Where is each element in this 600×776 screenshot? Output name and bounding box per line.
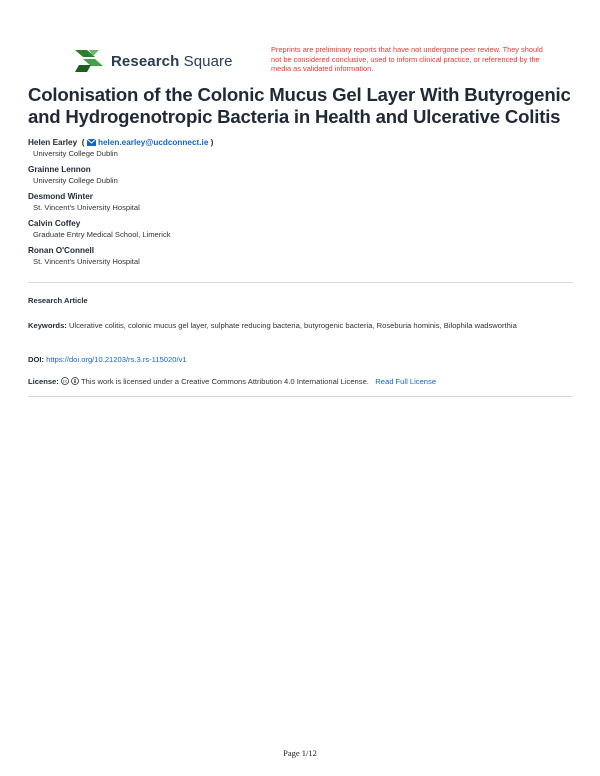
article-type-row [28, 295, 573, 307]
doi-row [28, 354, 573, 366]
keywords-text: Ulcerative colitis, colonic mucus gel layer, sulphate reducing bacteria, butyrogenic bacteria, Roseburia hominis, Bilophila wadsworthia [68, 321, 517, 330]
author-name: Ronan O'Connell [28, 246, 95, 255]
license-text: This work is licensed under a Creative Commons Attribution 4.0 International License. [81, 377, 369, 386]
research-square-logo-icon [75, 48, 105, 74]
research-square-logo[interactable] [75, 48, 233, 74]
keywords-row [28, 320, 573, 332]
author-name: Calvin Coffey [28, 219, 81, 228]
doi-link[interactable]: https://doi.org/10.21203/rs.3.rs-115020/v1 [46, 355, 187, 364]
logo-text-bold: Research [111, 52, 180, 70]
author-name: Helen Earley [28, 138, 78, 147]
author-entry [28, 164, 568, 191]
author-email-link[interactable] [87, 138, 211, 147]
attribution-icon [71, 377, 79, 385]
author-affiliation: St. Vincent's University Hospital [33, 203, 140, 212]
author-name: Desmond Winter [28, 192, 93, 201]
preprint-notice: Preprints are preliminary reports that have not undergone peer review. They should not be considered conclusive, used to inform clinical practice, or referenced by the media as validated information. [271, 45, 543, 74]
read-full-license-link[interactable]: Read Full License [375, 377, 437, 386]
author-entry [28, 245, 568, 272]
creative-commons-icon [61, 377, 69, 385]
author-entry [28, 191, 568, 218]
author-affiliation: University College Dublin [33, 149, 118, 158]
svg-text:cc: cc [62, 378, 68, 384]
logo-text [111, 53, 233, 70]
paper-title: Colonisation of the Colonic Mucus Gel Layer With Butyrogenic and Hydrogenotropic Bacteria in Health and Ulcerative Colitis [28, 84, 571, 127]
author-affiliation: Graduate Entry Medical School, Limerick [33, 230, 171, 239]
divider [28, 282, 573, 283]
keywords-label: Keywords: [28, 321, 67, 330]
author-affiliation: University College Dublin [33, 176, 118, 185]
page-number: Page 1/12 [283, 748, 317, 758]
author-entry [28, 218, 568, 245]
mail-icon [87, 139, 96, 146]
author-affiliation: St. Vincent's University Hospital [33, 257, 140, 266]
license-row [28, 376, 573, 388]
author-entry: Helen Earley ( helen.earley@ucdconnect.ie ) University College Dublin [28, 137, 568, 164]
author-list [28, 137, 568, 272]
doi-label: DOI: [28, 355, 45, 364]
license-label: License: [28, 377, 59, 386]
author-name: Grainne Lennon [28, 165, 91, 174]
divider [28, 396, 573, 397]
article-type: Research Article [28, 296, 88, 305]
logo-text-regular: Square [179, 52, 233, 70]
author-email: helen.earley@ucdconnect.ie [98, 138, 209, 147]
